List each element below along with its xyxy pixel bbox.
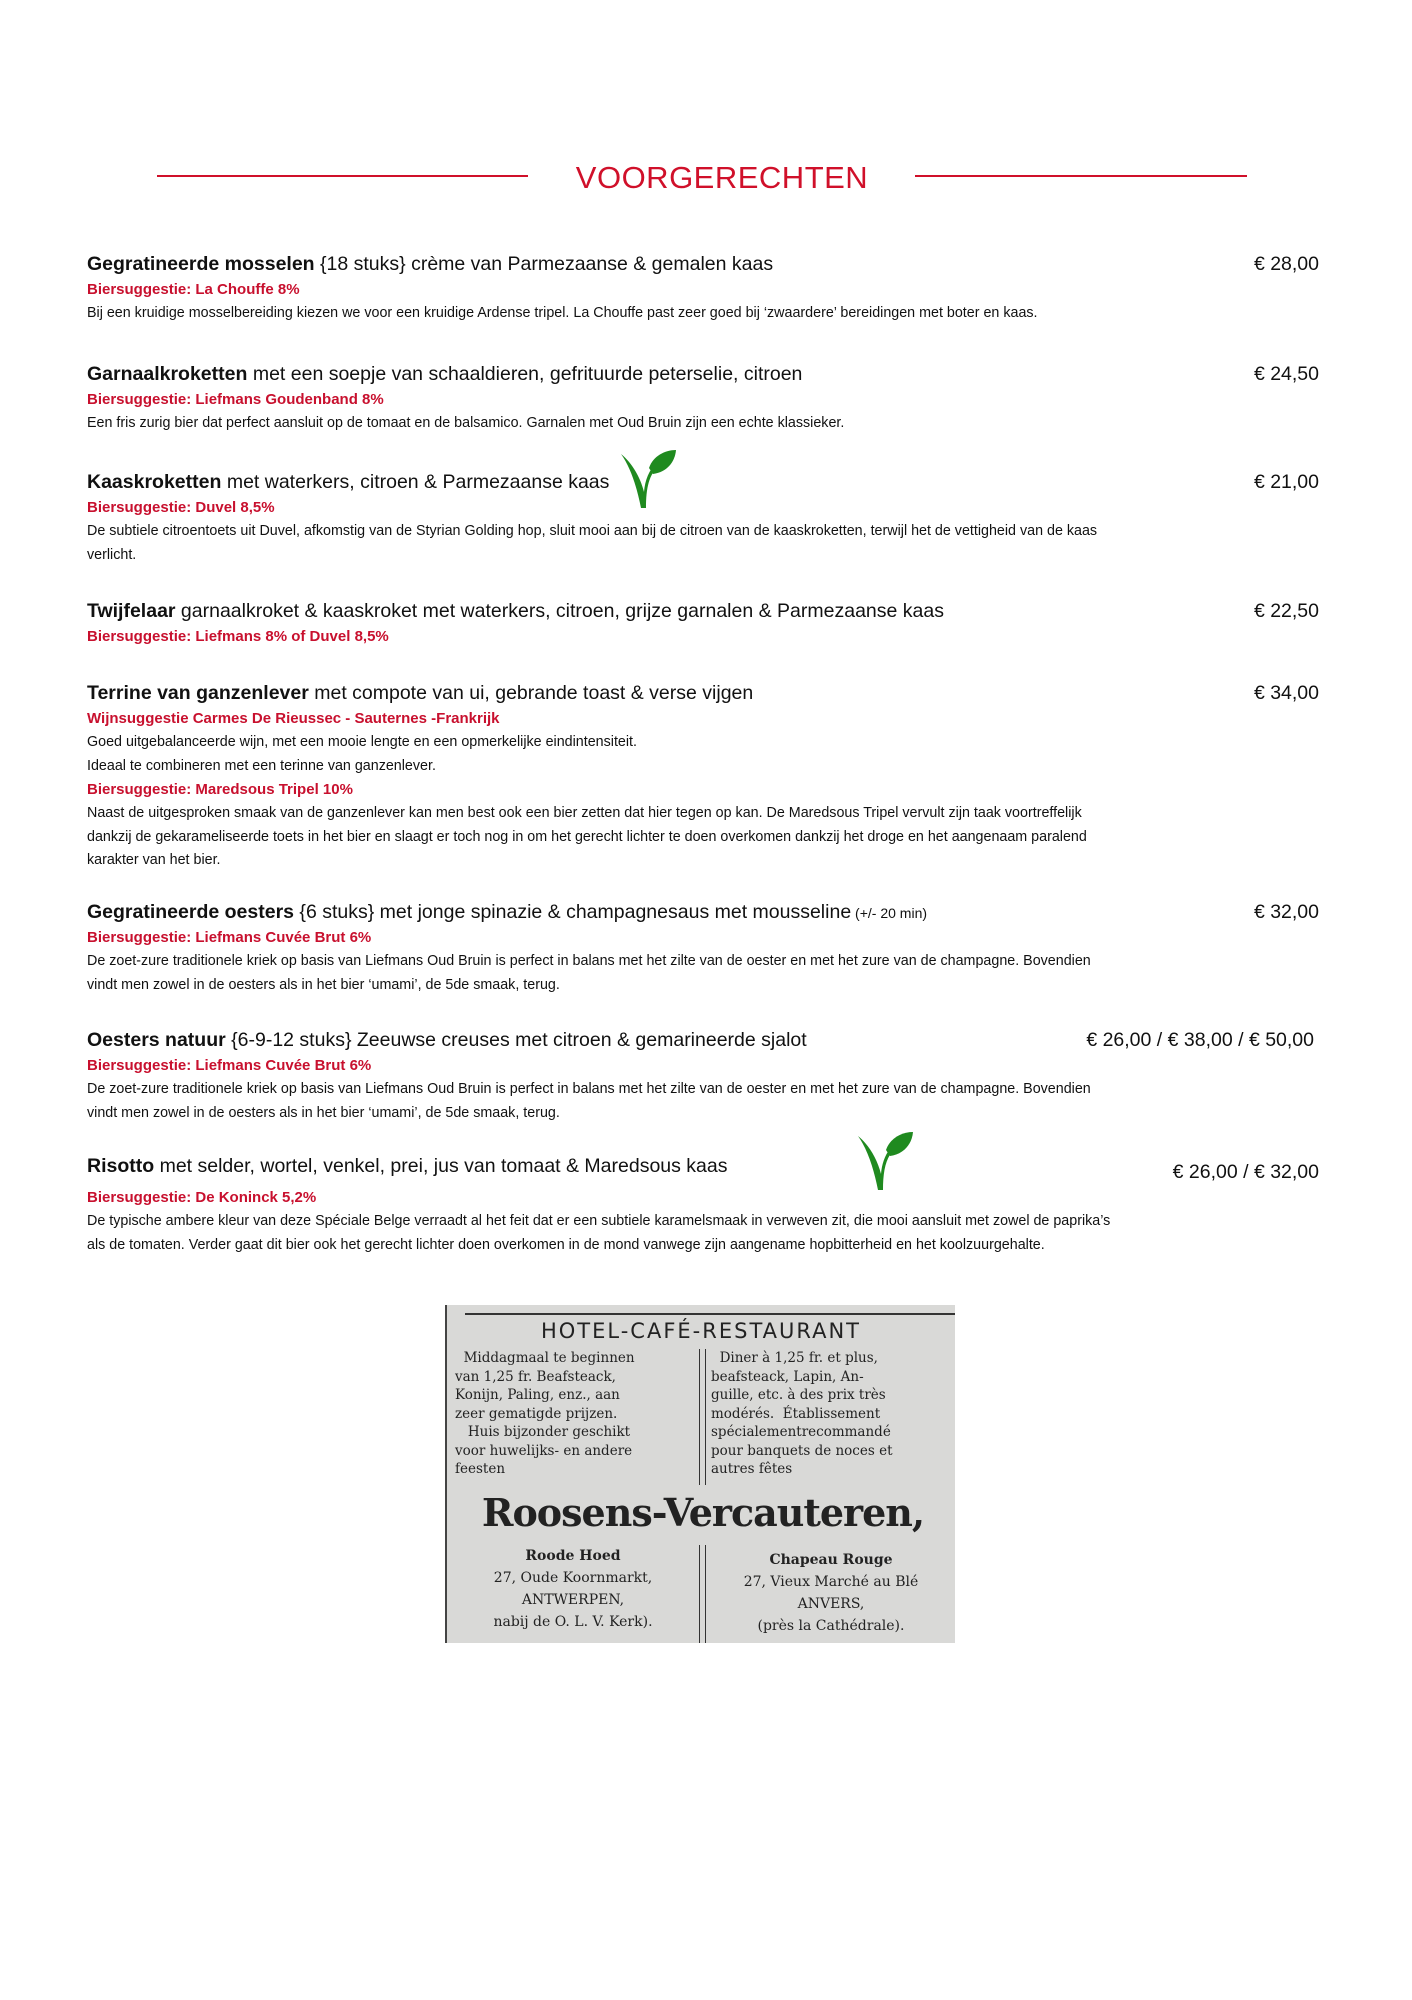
- description-line: dankzij de gekarameliseerde toets in het bier en slaagt er toch nog in om het gerecht lichter te doen overkomen dankzij het droge en het aangenaam paralend: [87, 828, 1087, 845]
- column-divider: [699, 1349, 706, 1485]
- item-name: Gegratineerde oesters: [87, 901, 295, 923]
- newspaper-line: spécialementrecommandé: [711, 1424, 891, 1440]
- newspaper-line: modérés. Établissement: [711, 1405, 881, 1422]
- description-line: vindt men zowel in de oesters als in het bier ‘umami’, de 5de smaak, terug.: [87, 976, 560, 993]
- item-description: met selder, wortel, venkel, prei, jus van tomaat & Maredsous kaas: [154, 1155, 728, 1177]
- item-name: Twijfelaar: [87, 600, 176, 622]
- item-heading: [87, 468, 1319, 496]
- description-line: De typische ambere kleur van deze Spéciale Belge verraadt al het feit dat er een subtiele karamelsmaak in verweven zit, die mooi aansluit met zowel de paprika’s: [87, 1213, 1111, 1229]
- item-name: Gegratineerde mosselen: [87, 253, 315, 275]
- description-line: Ideaal te combineren met een terinne van ganzenlever.: [87, 757, 436, 774]
- item-heading: [87, 597, 1319, 625]
- item-price: € 22,50: [1253, 600, 1319, 622]
- newspaper-advertisement: [445, 1305, 955, 1643]
- item-heading: [87, 250, 1319, 278]
- pairing-suggestion: Biersuggestie: Duvel 8,5%: [87, 499, 275, 516]
- pairing-suggestion: Wijnsuggestie Carmes De Rieussec - Sauternes -Frankrijk: [87, 710, 500, 727]
- newspaper-header: HOTEL-CAFÉ-RESTAURANT: [540, 1319, 862, 1343]
- newspaper-name: Roosens-Vercauteren,: [481, 1490, 925, 1535]
- address-line: Roode Hoed: [525, 1548, 621, 1564]
- pairing-suggestion: Biersuggestie: La Chouffe 8%: [87, 281, 300, 298]
- item-name: Terrine van ganzenlever: [87, 682, 309, 704]
- pairing-suggestion: Biersuggestie: Liefmans Goudenband 8%: [87, 391, 384, 408]
- address-line: nabij de O. L. V. Kerk).: [493, 1614, 653, 1630]
- description-line: Goed uitgebalanceerde wijn, met een mooie lengte en een opmerkelijke eindintensiteit.: [87, 734, 637, 750]
- newspaper-line: Middagmaal te beginnen: [455, 1350, 635, 1366]
- newspaper-rule: [465, 1313, 955, 1315]
- address-line: 27, Oude Koornmarkt,: [493, 1570, 653, 1586]
- description-line: Een fris zurig bier dat perfect aansluit op de tomaat en de balsamico. Garnalen met Oud Bruin zijn een echte klassieker.: [87, 415, 845, 431]
- description-line: karakter van het bier.: [87, 852, 221, 868]
- address-line: (près la Cathédrale).: [757, 1618, 905, 1634]
- newspaper-line: Konijn, Paling, enz., aan: [455, 1387, 620, 1403]
- newspaper-line: voor huwelijks- en andere: [455, 1442, 633, 1459]
- menu-item: [87, 597, 1319, 649]
- item-name: Garnaalkroketten: [87, 363, 248, 385]
- item-description: {6-9-12 stuks} Zeeuwse creuses met citroen & gemarineerde sjalot: [225, 1029, 807, 1051]
- description-line: De subtiele citroentoets uit Duvel, afkomstig van de Styrian Golding hop, sluit mooi aan bij de citroen van de kaaskroketten, terwijl het de vettigheid van de kaas: [87, 523, 1098, 539]
- item-heading: [87, 1152, 1319, 1180]
- description-line: Bij een kruidige mosselbereiding kiezen we voor een kruidige Ardense tripel. La Chouffe past zeer goed bij ‘zwaardere’ bereidingen met boter en kaas.: [87, 305, 1038, 321]
- item-price: € 24,50: [1253, 363, 1319, 385]
- newspaper-right-column: [711, 1349, 893, 1479]
- description-line: verlicht.: [87, 546, 137, 563]
- pairing-suggestion: Biersuggestie: Liefmans Cuvée Brut 6%: [87, 1057, 372, 1074]
- item-heading: [87, 898, 1319, 926]
- menu-item: [87, 360, 1319, 436]
- item-price: € 26,00 / € 38,00 / € 50,00: [1086, 1029, 1314, 1051]
- menu-item: [87, 468, 1319, 567]
- section-title: VOORGERECHTEN: [575, 160, 869, 195]
- newspaper-line: beafsteack, Lapin, An-: [711, 1368, 864, 1385]
- item-price: € 26,00 / € 32,00: [1172, 1161, 1319, 1183]
- menu-item: [87, 679, 1319, 873]
- item-name: Oesters natuur: [87, 1029, 226, 1051]
- newspaper-left-column: [455, 1349, 635, 1479]
- pairing-suggestion: Biersuggestie: Liefmans Cuvée Brut 6%: [87, 929, 372, 946]
- address-line: ANTWERPEN,: [521, 1592, 625, 1608]
- menu-item: [87, 898, 1319, 997]
- vegetarian-leaf-icon: [856, 1130, 914, 1197]
- description-line: De zoet-zure traditionele kriek op basis van Liefmans Oud Bruin is perfect in balans met het zilte van de oester en met het zure van de champagne. Bovendien: [87, 1081, 1091, 1097]
- newspaper-line: autres fêtes: [711, 1461, 793, 1477]
- item-description: met compote van ui, gebrande toast & verse vijgen: [308, 682, 754, 704]
- item-description: garnaalkroket & kaaskroket met waterkers, citroen, grijze garnalen & Parmezaanse kaas: [175, 600, 944, 622]
- description-line: vindt men zowel in de oesters als in het bier ‘umami’, de 5de smaak, terug.: [87, 1104, 560, 1121]
- newspaper-line: zeer gematigde prijzen.: [455, 1405, 618, 1422]
- item-description: {18 stuks} crème van Parmezaanse & gemalen kaas: [314, 253, 774, 275]
- item-price: € 32,00: [1253, 901, 1319, 923]
- item-name: Kaaskroketten: [87, 471, 222, 493]
- item-price: € 21,00: [1253, 471, 1319, 493]
- item-note: (+/- 20 min): [851, 905, 928, 921]
- address-line: ANVERS,: [797, 1596, 865, 1612]
- description-line: Naast de uitgesproken smaak van de ganzenlever kan men best ook een bier zetten dat hier tegen op kan. De Maredsous Tripel vervult zijn taak voortreffelijk: [87, 805, 1082, 821]
- item-heading: [87, 679, 1319, 707]
- pairing-suggestion: Biersuggestie: Maredsous Tripel 10%: [87, 781, 353, 798]
- pairing-suggestion: Biersuggestie: Liefmans 8% of Duvel 8,5%: [87, 628, 389, 645]
- newspaper-line: Huis bijzonder geschikt: [455, 1424, 631, 1440]
- item-description: met een soepje van schaaldieren, gefrituurde peterselie, citroen: [247, 363, 803, 385]
- newspaper-line: Diner à 1,25 fr. et plus,: [711, 1350, 878, 1366]
- menu-item: [87, 250, 1319, 326]
- item-description: {6 stuks} met jonge spinazie & champagnesaus met mousseline: [294, 901, 852, 923]
- pairing-suggestion: Biersuggestie: De Koninck 5,2%: [87, 1189, 317, 1206]
- newspaper-line: pour banquets de noces et: [711, 1442, 893, 1459]
- newspaper-right-address: [709, 1549, 953, 1637]
- address-line: 27, Vieux Marché au Blé: [743, 1574, 919, 1590]
- description-line: De zoet-zure traditionele kriek op basis van Liefmans Oud Bruin is perfect in balans met het zilte van de oester en met het zure van de champagne. Bovendien: [87, 953, 1091, 969]
- item-description: met waterkers, citroen & Parmezaanse kaas: [221, 471, 610, 493]
- menu-item: [87, 1152, 1319, 1257]
- item-heading: [87, 360, 1319, 388]
- newspaper-line: feesten: [455, 1461, 506, 1477]
- newspaper-left-address: [453, 1545, 693, 1633]
- address-line: Chapeau Rouge: [769, 1552, 893, 1568]
- item-name: Risotto: [87, 1155, 155, 1177]
- item-price: € 34,00: [1253, 682, 1319, 704]
- menu-item: [87, 1026, 1319, 1125]
- newspaper-line: van 1,25 fr. Beafsteack,: [455, 1368, 616, 1385]
- newspaper-line: guille, etc. à des prix très: [711, 1387, 886, 1403]
- item-price: € 28,00: [1253, 253, 1319, 275]
- vegetarian-leaf-icon: [619, 448, 677, 515]
- description-line: als de tomaten. Verder gaat dit bier ook het gerecht lichter doen overkomen in de mond vanwege zijn aangename hopbitterheid en het koolzuurgehalte.: [87, 1236, 1045, 1253]
- address-divider: [699, 1545, 706, 1643]
